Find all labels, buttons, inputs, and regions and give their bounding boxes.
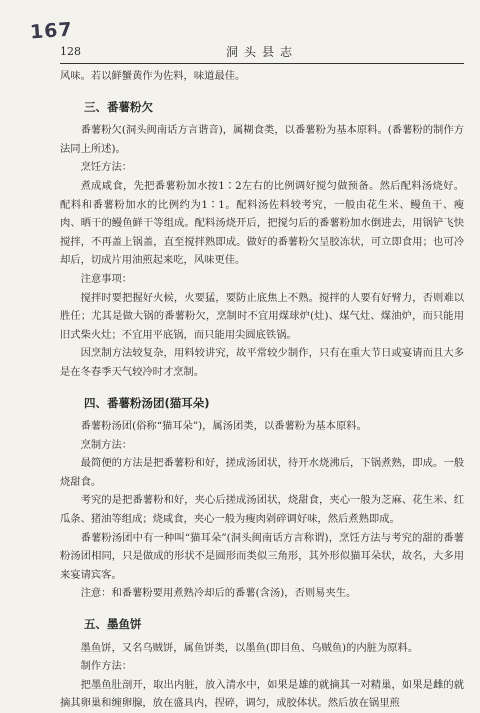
section-heading: 三、番薯粉欠 — [84, 99, 153, 114]
paragraph: 烹饪方法： — [80, 161, 133, 174]
running-title: 洞头县志 — [225, 45, 298, 59]
header-rule — [60, 63, 464, 64]
section-heading: 四、番薯粉汤团(猫耳朵) — [84, 395, 210, 410]
paragraph: 把墨鱼肚剖开，取出内脏，放入清水中，如果是雄的就摘其一对精巢，如果是雌的就摘其卵巢和缠卵腺，放在盛具内，捏碎，调匀，成胶体状。然后放在锅里煎 — [60, 678, 464, 710]
page-body — [60, 67, 464, 713]
page-number: 128 — [60, 45, 81, 58]
page-header — [60, 43, 464, 61]
paragraph: 注意：和番薯粉要用煮熟冷却后的番薯(含汤)，否则易夹生。 — [80, 587, 357, 600]
paragraph: 墨鱼饼，又名乌贼饼，属鱼饼类，以墨鱼(即目鱼、乌贼鱼)的内脏为原料。 — [80, 641, 419, 654]
paragraph: 煮成咸食，先把番薯粉加水按1∶2左右的比例调好搅匀做预备。然后配料汤烧好。配料和番薯粉加水的比例约为1∶1。配料汤佐料较考究，一般由花生米、鳗鱼干、瘦肉、晒干的鳗鱼鲜干等组成。配料汤烧开后，把搅匀后的番薯粉加水倒进去，用锅铲飞快搅拌，不再盖上锅盖，直至搅拌熟即成。做好的番薯粉欠呈胶冻状，可立即食用；也可冷却后，切成片用油煎起来吃，风味更佳。 — [60, 179, 464, 267]
paragraph: 风味。若以鲜蟹黄作为佐料，味道最佳。 — [60, 70, 246, 82]
paragraph: 制作方法： — [80, 660, 133, 673]
paragraph: 搅拌时要把握好火候，火要猛，要防止底焦上不熟。搅拌的人要有好臂力，否则难以胜任；尤其是做大锅的番薯粉欠，烹制时不宜用煤球炉(灶)、煤气灶、煤油炉，而只能用旧式柴火灶；不宜用平底锅，而只能用尖圆底铁锅。 — [60, 291, 464, 341]
paragraph: 注意事项： — [80, 272, 133, 285]
section-heading: 五、墨鱼饼 — [84, 617, 142, 632]
paragraph: 考究的是把番薯粉和好，夹心后搓成汤团状，烧甜食，夹心一般为芝麻、花生米、红瓜条、猪油等组成；烧咸食，夹心一般为瘦肉剁碎调好味，然后煮熟即成。 — [60, 494, 464, 526]
paragraph: 番薯粉汤团(俗称“猫耳朵”)，属汤团类，以番薯粉为基本原料。 — [80, 420, 367, 433]
paragraph: 因烹制方法较复杂，用料较讲究，故平常较少制作，只有在重大节日或宴请而且大多是在冬春季天气较冷时才烹制。 — [60, 347, 464, 378]
paragraph: 烹制方法： — [80, 438, 133, 451]
paragraph: 最简便的方法是把番薯粉和好，搓成汤团状，待开水烧沸后，下锅煮熟，即成。一般烧甜食。 — [60, 457, 464, 488]
paragraph: 番薯粉欠(洞头闽南话方言谐音)，属糊食类，以番薯粉为基本原料。(番薯粉的制作方法同上所述)。 — [60, 124, 464, 155]
paragraph: 番薯粉汤团中有一种叫“猫耳朵”(洞头闽南话方言称谓)，烹饪方法与考究的甜的番薯粉汤团相同，只是做成的形状不是圆形而类似三角形，其外形似猫耳朵状，故名，大多用来宴请宾客。 — [60, 531, 464, 581]
handwritten-margin-number: 167 — [29, 18, 74, 44]
